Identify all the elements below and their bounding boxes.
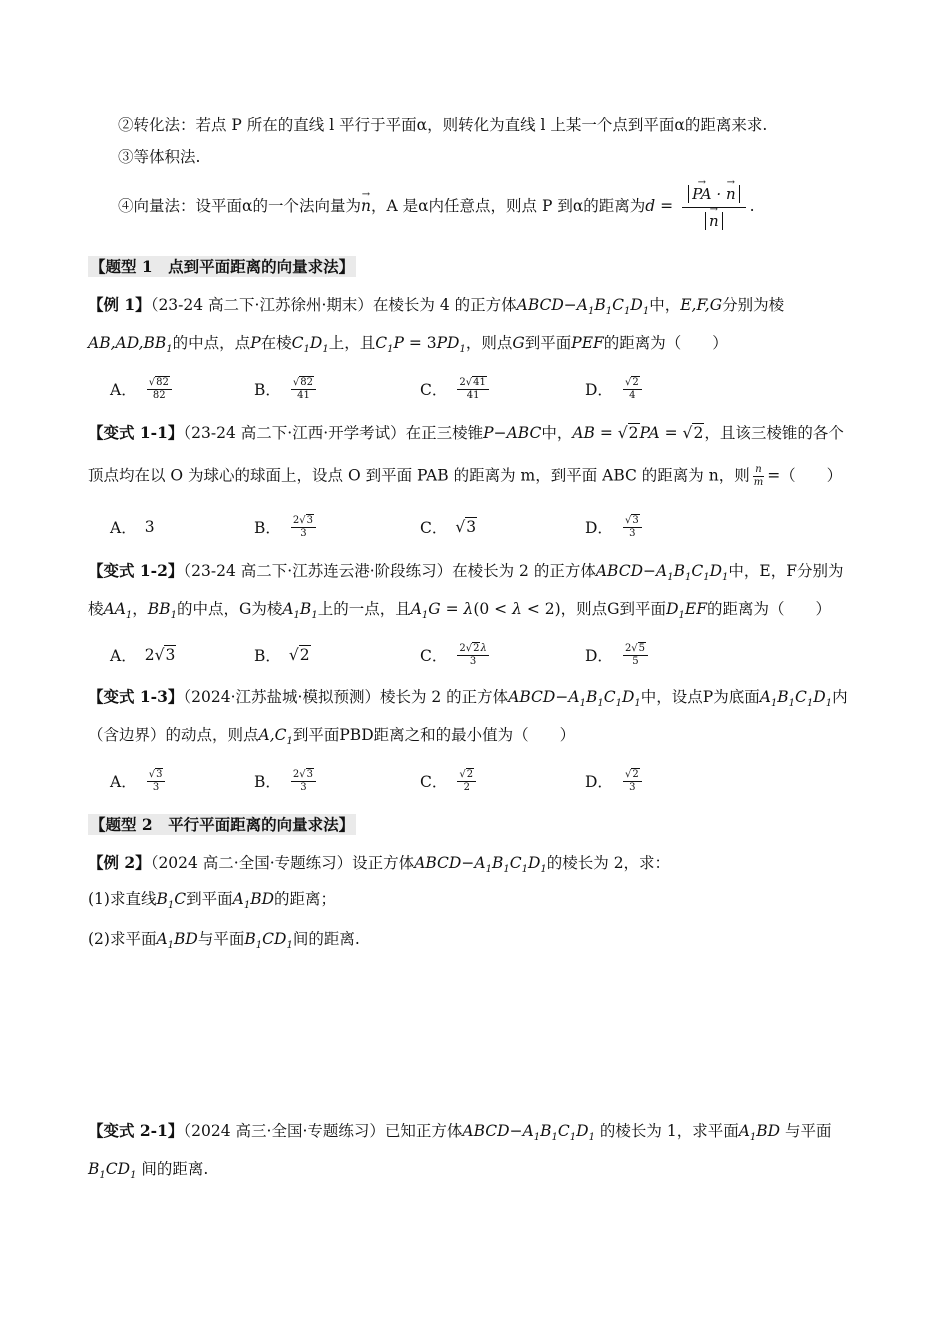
variant-1-1-text-d: 顶点均在以 O 为球心的球面上，设点 O 到平面 PAB 的距离为 m，到平面 ABC 的距离为 n，则 [88, 466, 750, 485]
option-d: D． $\frac{√2}{4}$ [585, 372, 644, 406]
example-2-source: （2024 高二·全国·专题练习） [150, 854, 353, 872]
variant-1-3-text-d: （含边界）的动点，则点 [88, 726, 259, 744]
variant-1-2-text-b: 中，E，F分别为 [728, 562, 844, 580]
example-2-question-1: (1)求直线$B_1C$到平面$A_1BD$的距离； [88, 890, 337, 912]
variant-1-3-text-a: 棱长为 2 的正方体 [379, 688, 509, 706]
example-1-text-a: 在棱长为 4 的正方体 [372, 296, 517, 314]
example-1-source: （23-24 高二下·江苏徐州·期末） [150, 296, 373, 314]
option-a: A． $\frac{√82}{82}$ [110, 372, 174, 406]
option-a: A． 2√ 3 [110, 646, 176, 665]
variant-1-2-text-c: 棱 [88, 600, 104, 618]
example-2-text-a: 设正方体 [352, 854, 415, 872]
variant-1-2-text-f: ，则点G到平面 [560, 600, 667, 618]
example-2-q2-b: 与平面 [197, 930, 245, 948]
heading-type-2-text: 【题型 2 平行平面距离的向量求法】 [90, 815, 355, 834]
option-c: C． $\frac{2√41}{41}$ [420, 372, 491, 406]
option-c: C． $\frac{√2}{2}$ [420, 764, 478, 798]
method-4-line: ④向量法：设平面α的一个法向量为→ n，A 是α内任意点，则点 P 到α的距离为d = → PA · → n → n . [118, 178, 890, 234]
variant-2-1-line-2: $B_1CD_1$ 间的距离. [88, 1160, 209, 1182]
variant-1-2-tag: 【变式 1-2】 [88, 561, 184, 580]
variant-1-2-options [110, 638, 890, 672]
variant-1-1-tag: 【变式 1-1】 [88, 423, 184, 442]
method-3-line [118, 146, 890, 168]
example-2-text-b: 的棱长为 2，求： [546, 854, 671, 872]
example-1-text-c: 分别为棱 [722, 296, 785, 314]
variant-1-2-text-d: 的中点，G为棱 [176, 600, 283, 618]
variant-1-2-text-e: 上的一点，且 [317, 600, 411, 618]
example-1-text-f: 上，且 [328, 334, 376, 352]
distance-formula: → PA · → n → n [682, 181, 746, 234]
method-4-mid: ，A 是α内任意点，则点 P 到α的距离为 [370, 197, 646, 215]
variant-1-2-line-2: 棱$AA_1$，$BB_1$的中点，G为棱$A_1B_1$上的一点，且$A_1G = \lambda(0 < \lambda < 2)$，则点G到平面$D_1EF$的距离为（ ） [88, 600, 831, 622]
variant-1-3-line-2: （含边界）的动点，则点$A,C_1$到平面PBD距离之和的最小值为（ ） [88, 726, 576, 748]
variant-1-1-line-2: 顶点均在以 O 为球心的球面上，设点 O 到平面 PAB 的距离为 m，到平面 ABC 的距离为 n，则 $\frac{n}{m}$ =（ ） [88, 464, 843, 488]
method-2-text: ②转化法：若点 P 所在的直线 l 平行于平面α，则转化为直线 l 上某一个点到平面α的距离来求. [118, 116, 768, 134]
variant-1-3-options [110, 764, 890, 798]
example-1-tag: 【例 1】 [88, 295, 151, 314]
variant-1-2-line-1: 【变式 1-2】（23-24 高二下·江苏连云港·阶段练习）在棱长为 2 的正方体$ABCD-A_1B_1C_1D_1$中，E，F分别为 [88, 561, 844, 584]
option-b: B． $\frac{2√3}{3}$ [254, 510, 318, 544]
example-1-text-b: 中， [649, 296, 681, 314]
option-b: B． $\frac{2√3}{3}$ [254, 764, 318, 798]
variant-2-1-text-b: 的棱长为 1，求平面 [594, 1122, 739, 1140]
variant-1-2-source: （23-24 高二下·江苏连云港·阶段练习） [183, 562, 453, 580]
variant-1-3-tag: 【变式 1-3】 [88, 687, 184, 706]
example-1-text-i: 的距离为（ ） [603, 334, 728, 352]
method-3-text: ③等体积法. [118, 148, 201, 166]
example-1-line-2: $AB,AD,BB_1$的中点，点P在棱$C_1D_1$上，且$C_1P = 3PD_1$，则点G到平面PEF的距离为（ ） [88, 334, 728, 356]
variant-1-1-line-1: 【变式 1-1】（23-24 高二下·江西·开学考试）在正三棱锥P−ABC中，AB = √2PA = √2，且该三棱锥的各个 [88, 423, 844, 442]
variant-1-3-line-1: 【变式 1-3】（2024·江苏盐城·模拟预测）棱长为 2 的正方体$ABCD-A_1B_1C_1D_1$中，设点P为底面$A_1B_1C_1D_1$内 [88, 687, 848, 710]
example-2-q2-a: (2)求平面 [88, 930, 157, 948]
variant-2-1-source: （2024 高三·全国·专题练习） [183, 1122, 385, 1140]
variant-2-1-line-1: 【变式 2-1】（2024 高三·全国·专题练习）已知正方体$ABCD-A_1B_1C_1D_1$ 的棱长为 1，求平面$A_1BD$ 与平面 [88, 1121, 832, 1144]
example-1-options [110, 372, 890, 406]
variant-1-1-text-c: ，且该三棱锥的各个 [704, 424, 844, 442]
method-4-prefix: ④向量法：设平面α的一个法向量为 [118, 197, 361, 215]
variant-1-2-text-g: 的距离为（ ） [706, 600, 831, 618]
example-1-text-h: 到平面 [524, 334, 572, 352]
variant-1-1-text-b: 中， [541, 424, 573, 442]
heading-type-1 [88, 256, 890, 278]
option-a: A． 3 [110, 518, 155, 537]
example-1-text-g: ，则点 [465, 334, 513, 352]
heading-type-2 [88, 814, 890, 836]
variant-2-1-text-d: 间的距离. [136, 1160, 209, 1178]
example-2-q1-b: 到平面 [186, 890, 233, 908]
method-2-line [118, 114, 890, 136]
variant-1-1-text-a: 在正三棱锥 [405, 424, 484, 442]
heading-type-1-text: 【题型 1 点到平面距离的向量求法】 [90, 257, 355, 276]
variant-2-1-text-a: 已知正方体 [384, 1122, 463, 1140]
option-b: B． $\frac{√82}{41}$ [254, 372, 318, 406]
variant-2-1-text-c: 与平面 [780, 1122, 832, 1140]
example-2-q1-c: 的距离； [274, 890, 337, 908]
option-b: B． √ 2 [254, 646, 310, 665]
example-2-line-1: 【例 2】（2024 高二·全国·专题练习）设正方体$ABCD-A_1B_1C_1D_1$的棱长为 2，求： [88, 853, 671, 876]
option-c: C． $\frac{2√2\lambda}{3}$ [420, 642, 487, 667]
option-d: D． $\frac{√2}{3}$ [585, 764, 644, 798]
variant-1-1-options [110, 510, 890, 544]
variant-1-3-source: （2024·江苏盐城·模拟预测） [183, 688, 380, 706]
variant-1-1-text-e: =（ ） [767, 466, 843, 485]
variant-1-3-text-c: 内 [832, 688, 848, 706]
example-2-q1-a: (1)求直线 [88, 890, 157, 908]
example-1-text-e: 在棱 [260, 334, 292, 352]
option-d: D． $\frac{2√5}{5}$ [585, 638, 650, 672]
variant-1-1-source: （23-24 高二下·江西·开学考试） [183, 424, 406, 442]
variant-1-3-text-e: 到平面PBD距离之和的最小值为（ ） [292, 726, 576, 744]
example-1-text-d: 的中点，点 [172, 334, 251, 352]
variant-1-2-text-a: 在棱长为 2 的正方体 [452, 562, 596, 580]
option-d: D． $\frac{√3}{3}$ [585, 510, 644, 544]
example-2-tag: 【例 2】 [88, 853, 151, 872]
option-c: C． √ 3 [420, 518, 477, 537]
example-2-question-2: (2)求平面$A_1BD$与平面$B_1CD_1$间的距离. [88, 930, 360, 952]
example-1-line-1: 【例 1】（23-24 高二下·江苏徐州·期末）在棱长为 4 的正方体$ABCD-A_1B_1C_1D_1$中，E,F,G分别为棱 [88, 295, 785, 318]
variant-1-3-text-b: 中，设点P为底面 [640, 688, 760, 706]
variant-2-1-tag: 【变式 2-1】 [88, 1121, 184, 1140]
option-a: A． $\frac{√3}{3}$ [110, 764, 167, 798]
example-2-q2-c: 间的距离. [292, 930, 360, 948]
